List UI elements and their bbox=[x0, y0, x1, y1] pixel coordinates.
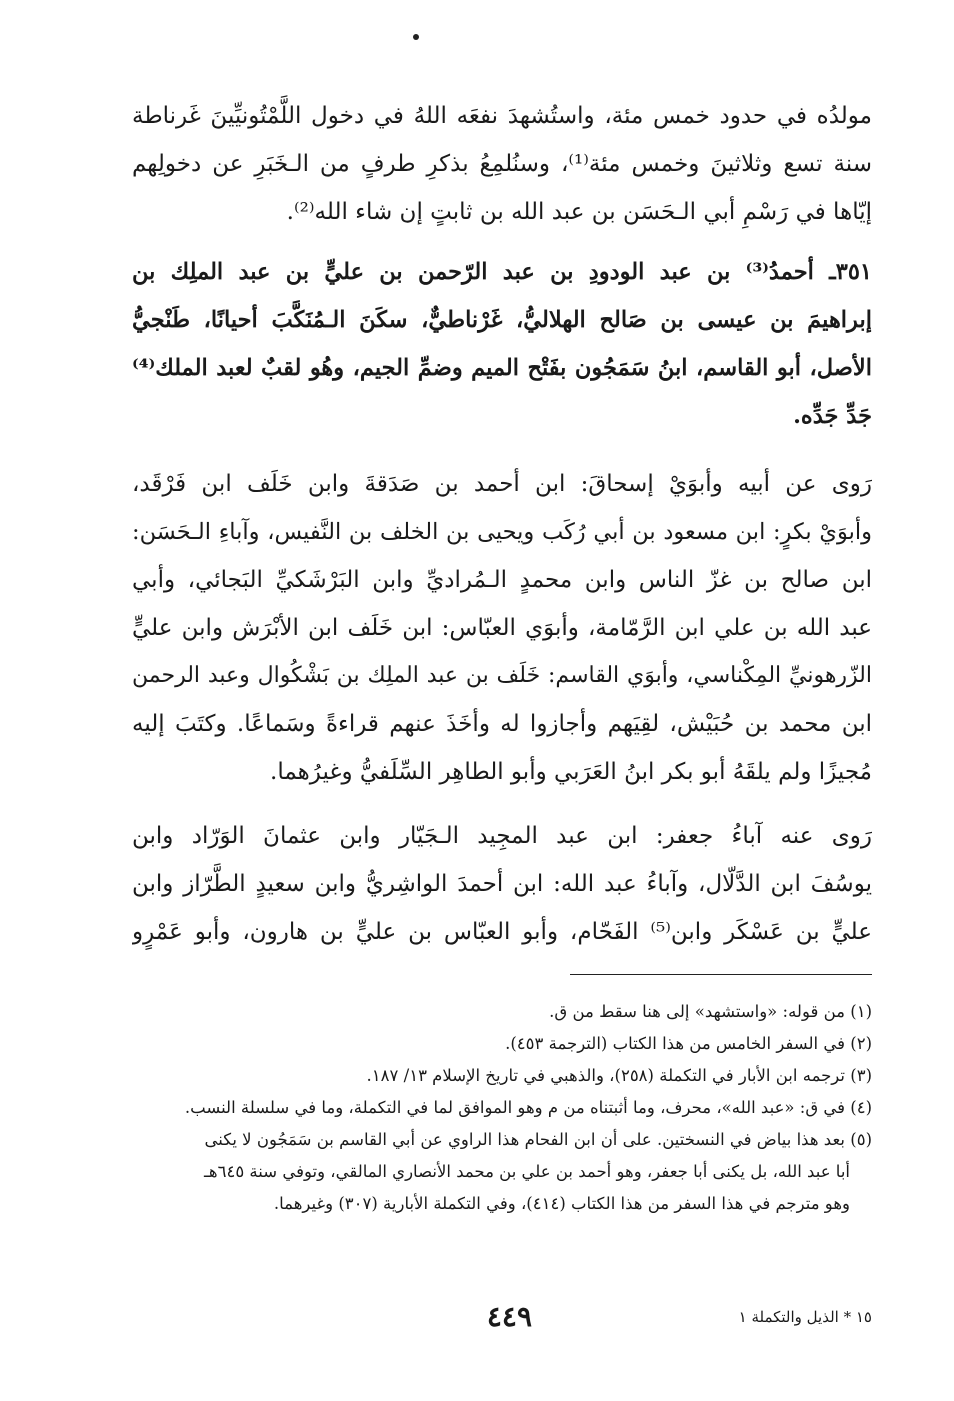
footnote-5-continued: أبا عبد الله، بل يكنى أبا جعفر، وهو أحمد بن علي بن محمد الأنصاري المالقي، وتوفي سنة ٦٤٥هـ bbox=[204, 1162, 850, 1181]
footnote-5: (٥) بعد هذا بياض في النسختين. على أن ابن الفحام هذا الراوي عن أبي القاسم بن سَمَجُون لا يكنى bbox=[204, 1130, 872, 1149]
footnote-4: (٤) في ق: «عبد الله»، محرف، وما أثبتناه من م وهو الموافق لما في التكملة، وما في سلسلة النسب. bbox=[184, 1098, 872, 1117]
paragraph-narrated-by bbox=[132, 812, 872, 956]
signature-mark: ١٥ * الذيل والتكملة ١ bbox=[738, 1308, 872, 1326]
text-line: وأبوَيْ بكرٍ: ابن مسعود بن أبي رُكَب ويحيى بن الخلف بن النَّفيس، وآباءِ الـحَسَن: bbox=[132, 519, 872, 545]
text-line: جَدِّ جَدِّه. bbox=[793, 403, 872, 429]
text-line: عبد الله بن علي ابن الرَّمّامة، وأبوَي العبّاس: ابن خَلَف ابن الأبْرَش وابن عليٍّ bbox=[132, 615, 872, 641]
ornament-dot bbox=[413, 34, 419, 40]
text-line: سنة تسع وثلاثينَ وخمس مئة⁽¹⁾، وسنُلمِعُ بذكرِ طرفٍ من الـخَبَرِ عن دخولِهم bbox=[132, 151, 872, 177]
text-line: عليٍّ بن عَسْكَر وابن⁽⁵⁾ الفَحّام، وأبو العبّاس بن عليٍّ بن هارون، وأبو عَمْرٍو bbox=[132, 919, 872, 945]
paragraph-narrated-from bbox=[132, 460, 872, 796]
text-line: ٣٥١ـ أحمدُ⁽³⁾ بن عبد الودودِ بن عبد الرّحمن بن عليٍّ بن عبد الملِك بن bbox=[132, 259, 872, 285]
text-line: رَوى عن أبيه وأبوَيْ إسحاقَ: ابن أحمد بن صَدَقةَ وابن خَلَف ابن فَرْقَد، bbox=[132, 471, 872, 497]
text-line: يوسُفَ ابن الدَّلّال، وآباءُ عبد الله: ابن أحمدَ الواشِريُّ وابن سعيدٍ الطَّرّاز وابن bbox=[132, 871, 872, 897]
text-line: ابن محمد بن حُبَيْش، لقِيَهم وأجازوا له وأخَذَ عنهم قراءةً وسَماعًا. وكتَبَ إليه bbox=[132, 711, 872, 737]
footnote-2: (٢) في السفر الخامس من هذا الكتاب (الترجمة ٤٥٣). bbox=[505, 1034, 872, 1053]
footnote-1: (١) من قوله: «واستشهد» إلى هنا سقط من ق. bbox=[549, 1002, 872, 1021]
text-line: مُجيزًا ولم يلقَهُ أبو بكر ابنُ العَرَبي وأبو الطاهِر السِّلَفيُّ وغيرُهما. bbox=[270, 759, 872, 785]
page-number: ٤٤٩ bbox=[486, 1300, 532, 1333]
footnote-separator bbox=[570, 974, 872, 975]
text-line: الزّرهونيِّ المِكْناسي، وأبوَي القاسم: خَلَف بن عبد الملِك بن بَشْكُوال وعبد الرحمن bbox=[132, 663, 872, 688]
text-line: إيّاها في رَسْمِ أبي الـحَسَن بن عبد الله بن ثابتٍ إن شاء الله⁽²⁾. bbox=[286, 199, 872, 225]
text-line: إبراهيمَ بن عيسى بن صَالح الهلاليُّ، غَرْناطيٌّ، سكَنَ الـمُنَكَّبَ أحيانًا، طَنْجيُّ bbox=[132, 307, 872, 333]
footnote-5-continued: وهو مترجم في هذا السفر من هذا الكتاب (٤١٤)، وفي التكملة الأبارية (٣٠٧) وغيرهما. bbox=[273, 1194, 850, 1213]
text-line: الأصل، أبو القاسم، ابنُ سَمَجُون بفَتْح الميم وضمِّ الجيم، وهُو لقبٌ لعبد الملك⁽⁴⁾ bbox=[132, 355, 872, 381]
entry-heading-351 bbox=[132, 248, 872, 440]
text-line: مولدُه في حدود خمس مئة، واستُشهدَ نفعَه اللهُ في دخول اللَّمْتُونيِّينَ غَرناطة bbox=[132, 103, 872, 129]
text-line: رَوى عنه آباءُ جعفر: ابن عبد المجِيد الـجَيّار وابن عثمانَ الوَرّاد وابن bbox=[132, 823, 872, 849]
paragraph-continuation bbox=[132, 92, 872, 236]
footnote-3: (٣) ترجمه ابن الأبار في التكملة (٢٥٨)، والذهبي في تاريخ الإسلام ١٣/ ١٨٧. bbox=[366, 1066, 872, 1085]
footnotes bbox=[132, 996, 872, 1220]
page-footer bbox=[132, 1300, 872, 1340]
text-line: ابن صالح بن غزّ الناس وابن محمدٍ الـمُراديِّ وابن البَرْشَكيِّ البَجائي، وأبي bbox=[132, 567, 872, 593]
